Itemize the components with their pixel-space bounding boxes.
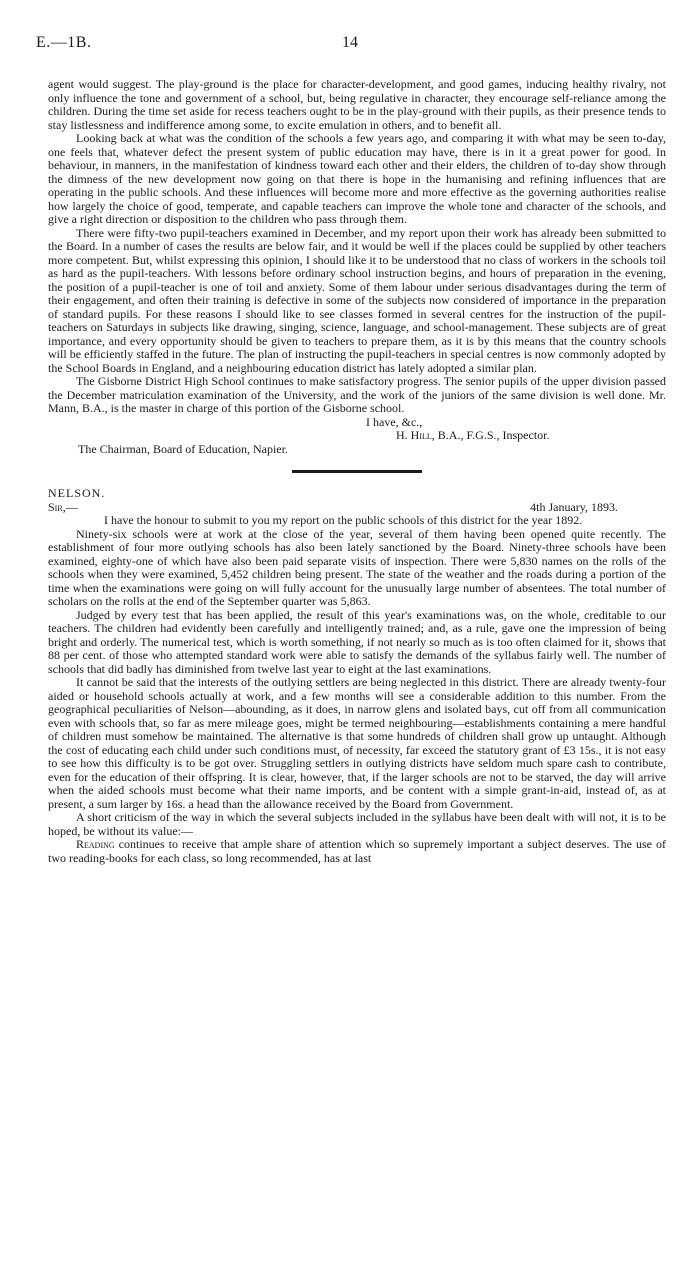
paragraph: Judged by every test that has been applied, the result of this year's examinations was, on the whole, creditable to our teachers. The children had evidently been carefully and intelligently trained; and, as a rule, gave one the impression of being bright and orderly. The numerical test, which is worth something, if not nearly so much as is too often claimed for it, shows that 88 per cent. of those who attempted standard work were able to satisfy the demands of the syllabus fairly well. The number of schools that did badly has diminished from twelve last year to eight at the last examinations. xyxy=(48,607,666,676)
subject-heading: Reading xyxy=(76,837,115,851)
document-reference: E.—1B. xyxy=(36,34,92,51)
page-number: 14 xyxy=(342,34,358,51)
paragraph: There were fifty-two pupil-teachers examined in December, and my report upon their work has already been submitted to the Board. In a number of cases the results are below fair, and it would be well if the places could be supplied by other teachers more competent. But, whilst expressing this opinion, I should like it to be understood that no class of workers in the schools toil as hard as the pupil-teachers. With lessons before ordinary school instruction begins, and hours of preparation in the evening, the position of a pupil-teacher is one of toil and anxiety. Some of them labour under serious disadvantages during the term of their engagement, and often their training is defective in some of the subjects now considered of importance in the preparation of standard pupils. For these reasons I should like to see classes formed in several centres for the instruction of the pupil-teachers on Saturdays in subjects like drawing, singing, science, language, and school-management. These subjects are of great importance, and every opportunity should be given to teachers to prepare them, as it is by this means that the country schools will be efficiently staffed in the future. The plan of instructing the pupil-teachers in special centres is now commonly adopted by the School Boards in England, and a neighbouring education district has lately adopted a similar plan. xyxy=(48,225,666,375)
salutation-row xyxy=(48,501,666,515)
signature-credentials: , B.A., F.G.S., Inspector. xyxy=(431,428,550,442)
signature-surname: Hill xyxy=(410,428,432,442)
signature-name xyxy=(48,429,666,443)
section-divider xyxy=(292,470,422,473)
salutation-word: Sir xyxy=(48,499,63,514)
section-title: NELSON. xyxy=(48,486,106,500)
paragraph: Ninety-six schools were at work at the close of the year, several of them having been opened quite recently. The establishment of four more outlying schools has also been lately sanctioned by the Board. Ninety-three schools have been examined, eighty-one of which have also been paid separate visits of inspection. There were 5,830 names on the rolls of the schools when they were examined, 5,452 children being present. The state of the weather and the roads during a portion of the time when the examinations were going on will fully account for the unusually large number of absentees. The total number of scholars on the rolls at the end of the September quarter was 5,863. xyxy=(48,526,666,608)
paragraph: The Gisborne District High School continues to make satisfactory progress. The senior pupils of the upper division passed the December matriculation examination of the University, and the work of the juniors of the same division is well done. Mr. Mann, B.A., is the master in charge of this portion of the Gisborne school. xyxy=(48,374,666,415)
paragraph: A short criticism of the way in which the several subjects included in the syllabus have been dealt with will not, it is to be hoped, be without its value:— xyxy=(48,810,666,838)
signature-initial: H. xyxy=(396,428,411,442)
addressee: The Chairman, Board of Education, Napier. xyxy=(78,441,288,456)
salutation xyxy=(48,501,78,515)
paragraph-reading xyxy=(48,838,666,865)
paragraph-continuation: agent would suggest. The play-ground is the place for character-development, and good games, inducing healthy rivalry, not only influence the tone and government of a school, but, being regulative in character, they encourage self-reliance among the children. During the time set aside for recess teachers ought to be in the play-ground with their pupils, as their presence tends to stay listlessness and indifference among some, to excite emulation in others, and to benefit all. xyxy=(48,77,666,132)
opening-paragraph: I have the honour to submit to you my report on the public schools of this district for the year 1892. xyxy=(104,513,583,527)
document-body xyxy=(48,78,666,865)
reading-text: continues to receive that ample share of attention which so supremely important a subject deserves. The use of two reading-books for each class, so long recommended, has at last xyxy=(48,837,666,865)
paragraph: Looking back at what was the condition of the schools a few years ago, and comparing it with what may be seen to-day, one feels that, whatever defect the present system of public education may have, there is in it a great power for good. In behaviour, in manners, in the manifestation of kindness toward each other and their elders, the children of to-day show through the dimness of the new development now going on that there is hope in the humanising and refining influences that are operating in the public schools. And these influences will become more and more effective as the governing authorities realise how largely the choice of good, temperate, and capable teachers can improve the whole tone and character of the schools, and give a right direction or disposition to the children who pass through them. xyxy=(48,131,666,226)
letter-date: 4th January, 1893. xyxy=(530,499,618,514)
signature-closing: I have, &c., xyxy=(366,414,423,429)
paragraph: It cannot be said that the interests of the outlying settlers are being neglected in this district. There are already twenty-four aided or household schools actually at work, and a few months will see a considerable addition to this number. From the geographical peculiarities of Nelson—abounding, as it does, in narrow glens and isolated bays, cut off from all communication even with schools that, so far as mere mileage goes, might be termed neighbouring—establishments containing a mere handful of children must somehow be maintained. The alternative is that some hundreds of children shall grow up untaught. Although the cost of educating each child under such conditions must, of necessity, far exceed the statutory grant of £3 15s., it is not easy to see how this difficulty is to be got over. Struggling settlers in outlying districts have seldom much spare cash to contribute, even for the education of their offspring. It is clear, however, that, if the larger schools are not to be starved, the day will arrive when the aided schools must become what their name imports, and be content with a simple grant-in-aid, instead of, as at present, a sum larger by 16s. a head than the allowance received by the Board from Government. xyxy=(48,675,666,811)
salutation-dash: ,— xyxy=(62,499,78,514)
